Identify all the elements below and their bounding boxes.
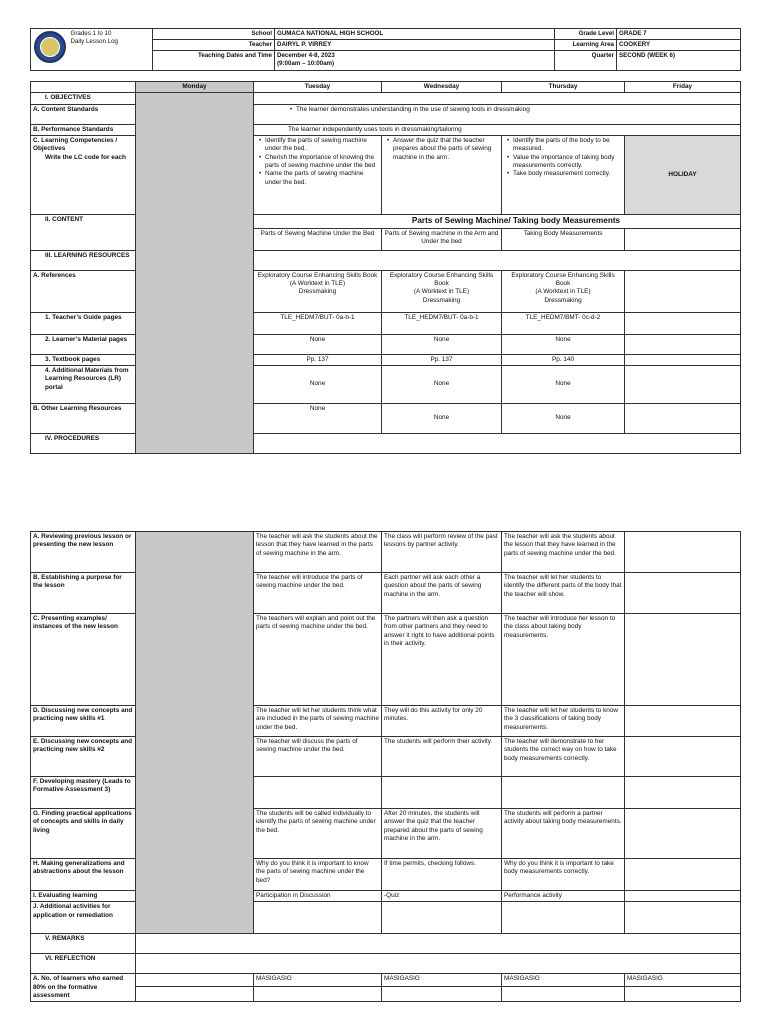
- resources-label: III. LEARNING RESOURCES: [31, 250, 136, 270]
- school-label: School: [153, 29, 275, 40]
- thursday-tg: TLE_HEDM7/BMT- 0c-d-2: [502, 312, 625, 334]
- objectives-label: I. OBJECTIVES: [31, 93, 136, 104]
- deped-seal-cell: [31, 29, 69, 71]
- tuesday-tb: Pp. 137: [254, 354, 382, 365]
- proc-label-g: G. Finding practical applications of concepts and skills in daily living: [31, 809, 136, 859]
- wednesday-lm: None: [382, 334, 502, 354]
- deped-seal-icon: [34, 31, 66, 63]
- proc-i-wed: -Quiz: [382, 891, 502, 902]
- teachers-guide-label: 1. Teacher’s Guide pages: [31, 312, 136, 334]
- proc-i-tue: Participation in Discussion: [254, 891, 382, 902]
- teacher-label: Teacher: [153, 40, 275, 51]
- proc-h-thu: Why do you think it is important to take body measurements correctly.: [502, 859, 625, 891]
- proc-c-tue: The teachers will explain and point out the parts of sewing machine under the bed.: [254, 614, 382, 706]
- proc-a-tue: The teacher will ask the students about the lesson that they have learned in the parts of sewing machine in the arm.: [254, 532, 382, 573]
- proc-h-wed: If time permits, checking follows.: [382, 859, 502, 891]
- learners-tue: MASIGASIG: [254, 974, 382, 987]
- wednesday-reference: Exploratory Course Enhancing Skills Book (A Worktext in TLE) Dressmaking: [382, 270, 502, 312]
- tuesday-am: None: [254, 365, 382, 403]
- day-wednesday: Wednesday: [382, 82, 502, 93]
- day-thursday: Thursday: [502, 82, 625, 93]
- monday-procedures-column: [136, 532, 254, 934]
- wednesday-am: None: [382, 365, 502, 403]
- procedures-label: IV. PROCEDURES: [31, 433, 136, 453]
- content-standards-label: A. Content Standards: [31, 104, 136, 124]
- quarter-label: Quarter: [555, 51, 617, 71]
- dates-value-2: (9:00am – 10:00am): [277, 59, 335, 67]
- textbook-label: 3. Textbook pages: [31, 354, 136, 365]
- proc-label-h: H. Making generalizations and abstractions about the lesson: [31, 859, 136, 891]
- proc-d-thu: The teacher will let her students to know the 3 classifications of taking body measurements.: [502, 706, 625, 737]
- school-value: GUMACA NATIONAL HIGH SCHOOL: [275, 29, 555, 40]
- wednesday-objectives: • Answer the quiz that the teacher prepares about the parts of sewing machine in the arm.: [382, 135, 502, 214]
- proc-f-wed: [382, 777, 502, 809]
- teacher-value: DAIRYL P. VIRREY: [275, 40, 555, 51]
- wednesday-olr: None: [382, 403, 502, 433]
- proc-g-thu: The students will perform a partner activity about taking body measurements.: [502, 809, 625, 859]
- day-monday: Monday: [136, 82, 254, 93]
- proc-b-thu: The teacher will let her students to identify the different parts of the body that the teacher will show.: [502, 573, 625, 614]
- proc-label-i: I. Evaluating learning: [31, 891, 136, 902]
- proc-label-e: E. Discussing new concepts and practicing new skills #2: [31, 737, 136, 777]
- thursday-lm: None: [502, 334, 625, 354]
- proc-label-a: A. Reviewing previous lesson or presenting the new lesson: [31, 532, 136, 573]
- content-title: Parts of Sewing Machine/ Taking body Measurements: [254, 214, 741, 228]
- day-tuesday: Tuesday: [254, 82, 382, 93]
- proc-a-thu: The teacher will ask the students about the lesson that they have learned in the parts of sewing machine under the bed.: [502, 532, 625, 573]
- additional-materials-label: 4. Additional Materials from Learning Resources (LR) portal: [31, 365, 136, 403]
- proc-c-thu: The teacher will introduce her lesson to the class about taking body measurements.: [502, 614, 625, 706]
- remarks-label: V. REMARKS: [31, 934, 136, 954]
- header-table: [30, 28, 741, 71]
- proc-j-wed: [382, 902, 502, 934]
- proc-b-tue: The teacher will introduce the parts of sewing machine under the bed.: [254, 573, 382, 614]
- proc-i-thu: Performance activity: [502, 891, 625, 902]
- proc-c-wed: The partners will then ask a question from other partners and they need to answer it right to have additional points in their activity.: [382, 614, 502, 706]
- proc-e-wed: The students will perform their activity.: [382, 737, 502, 777]
- dates-label: Teaching Dates and Time: [153, 51, 275, 71]
- learners-fri: MASIGASIG: [625, 974, 741, 987]
- proc-e-thu: The teacher will demonstrate to her students the correct way on how to take body measurements correctly.: [502, 737, 625, 777]
- tuesday-content: Parts of Sewing Machine Under the Bed: [254, 228, 382, 250]
- proc-e-tue: The teacher will discuss the parts of sewing machine under the bed.: [254, 737, 382, 777]
- proc-label-j: J. Additional activities for application or remediation: [31, 902, 136, 934]
- performance-standards-value: The learner independently uses tools in dressmaking/tailoring: [254, 124, 741, 135]
- competencies-label: C. Learning Competencies / Objectives Write the LC code for each: [31, 135, 136, 214]
- monday-column: [136, 93, 254, 454]
- log-title-cell: [69, 29, 153, 71]
- performance-standards-label: B. Performance Standards: [31, 124, 136, 135]
- proc-j-tue: [254, 902, 382, 934]
- learners-material-label: 2. Learner’s Material pages: [31, 334, 136, 354]
- wednesday-tb: Pp. 137: [382, 354, 502, 365]
- thursday-olr: None: [502, 403, 625, 433]
- lesson-plan-table-part1: [30, 81, 741, 454]
- area-value: COOKERY: [617, 40, 741, 51]
- proc-f-thu: [502, 777, 625, 809]
- proc-b-wed: Each partner will ask each other a question about the parts of sewing machine in the arm.: [382, 573, 502, 614]
- references-label: A. References: [31, 270, 136, 312]
- proc-g-tue: The students will be called individually to identify the parts of sewing machine under the bed.: [254, 809, 382, 859]
- log-title-1: Grades 1 to 10: [70, 30, 112, 37]
- proc-label-b: B. Establishing a purpose for the lesson: [31, 573, 136, 614]
- dates-value-1: December 4-8, 2023: [277, 52, 335, 59]
- content-label: II. CONTENT: [31, 214, 136, 250]
- grade-label: Grade Level: [555, 29, 617, 40]
- lesson-plan-table-part2: [30, 531, 741, 1002]
- thursday-objectives: • Identify the parts of the body to be measured. • Value the importance of taking body measurements correctly. • Take body measurement correctly.: [502, 135, 625, 214]
- log-title-2: Daily Lesson Log: [70, 37, 118, 45]
- tuesday-lm: None: [254, 334, 382, 354]
- tuesday-reference: Exploratory Course Enhancing Skills Book (A Worktext in TLE) Dressmaking: [254, 270, 382, 312]
- thursday-tb: Pp. 140: [502, 354, 625, 365]
- wednesday-content: Parts of Sewing machine in the Arm and Under the bed: [382, 228, 502, 250]
- area-label: Learning Area: [555, 40, 617, 51]
- proc-f-tue: [254, 777, 382, 809]
- proc-a-wed: The class will perform review of the past lessons by partner activity.: [382, 532, 502, 573]
- wednesday-tg: TLE_HEDM7/BUT- 0a-b-1: [382, 312, 502, 334]
- dates-value: [275, 51, 555, 71]
- proc-h-tue: Why do you think it is important to know the parts of sewing machine under the bed?: [254, 859, 382, 891]
- friday-holiday: HOLIDAY: [625, 135, 741, 214]
- quarter-value: SECOND (WEEK 6): [617, 51, 741, 71]
- proc-d-wed: They will do this activity for only 20 minutes.: [382, 706, 502, 737]
- proc-label-f: F. Developing mastery (Leads to Formative Assessment 3): [31, 777, 136, 809]
- tuesday-tg: TLE_HEDM7/BUT- 0a-b-1: [254, 312, 382, 334]
- proc-j-thu: [502, 902, 625, 934]
- learners-80-label: A. No. of learners who earned 80% on the formative assessment: [31, 974, 136, 1002]
- thursday-content: Taking Body Measurements: [502, 228, 625, 250]
- proc-label-c: C. Presenting examples/ instances of the new lesson: [31, 614, 136, 706]
- tuesday-olr: None: [254, 403, 382, 433]
- reflection-label: VI. REFLECTION: [31, 954, 136, 974]
- grade-value: GRADE 7: [617, 29, 741, 40]
- proc-d-tue: The teacher will let her students think what are included in the parts of sewing machine under the bed.: [254, 706, 382, 737]
- thursday-am: None: [502, 365, 625, 403]
- learners-thu: MASIGASIG: [502, 974, 625, 987]
- tuesday-objectives: • Identify the parts of sewing machine under the bed. • Cherish the importance of knowing the parts of sewing machine under the bed • Name the parts of sewing machine under the bed.: [254, 135, 382, 214]
- day-friday: Friday: [625, 82, 741, 93]
- proc-label-d: D. Discussing new concepts and practicing new skills #1: [31, 706, 136, 737]
- content-standards-value: • The learner demonstrates understanding in the use of sewing tools in dressmaking: [254, 104, 741, 124]
- learners-wed: MASIGASIG: [382, 974, 502, 987]
- proc-g-wed: After 20 minutes, the students will answer the quiz that the teacher prepared about the parts of sewing machine in the arm.: [382, 809, 502, 859]
- thursday-reference: Exploratory Course Enhancing Skills Book (A Worktext in TLE) Dressmaking: [502, 270, 625, 312]
- other-resources-label: B. Other Learning Resources: [31, 403, 136, 433]
